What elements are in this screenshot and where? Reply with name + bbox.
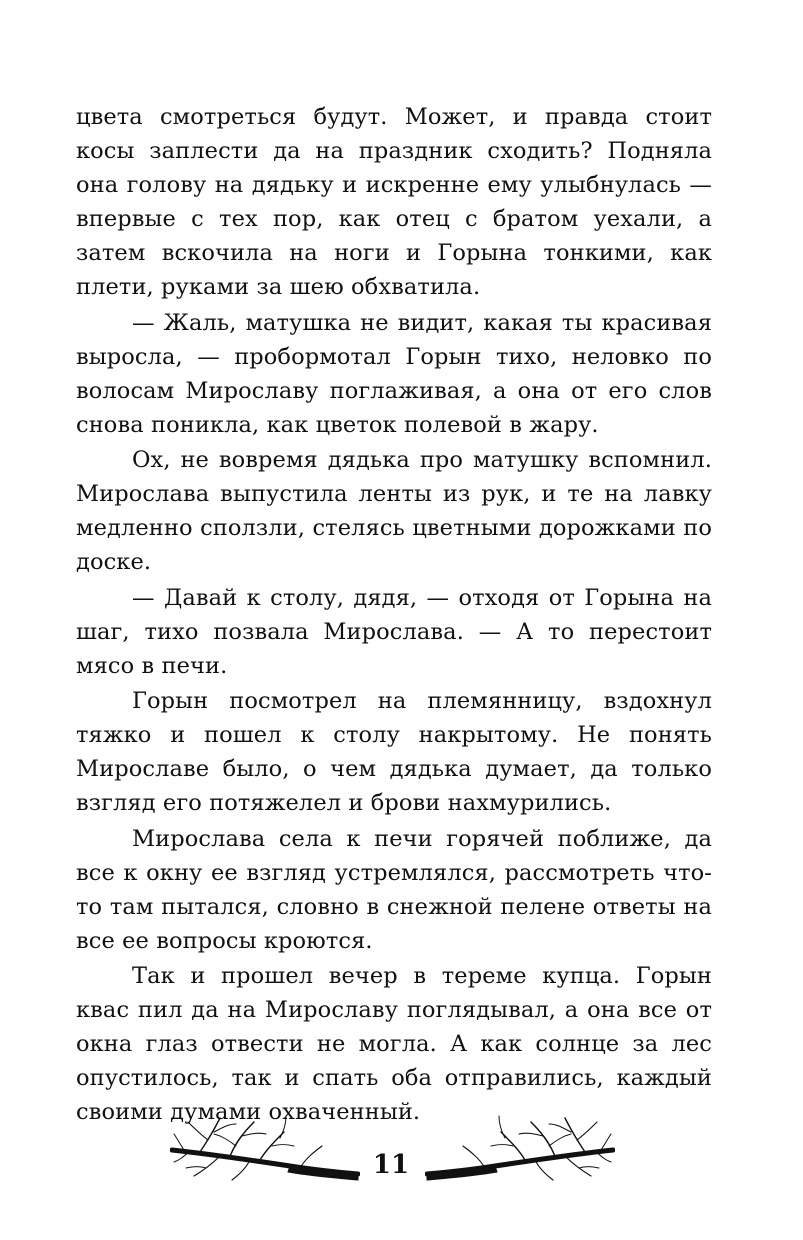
page-number: 11 (372, 1150, 410, 1180)
paragraph-6: Мирослава села к печи горячей поближе, да все к окну ее взгляд устремлялся, рассмотреть что-то там пытался, словно в снежной пелене ответы на все ее вопросы кроются. (76, 825, 712, 954)
paragraph-5: Горын посмотрел на племянницу, вздохнул тяжко и пошел к столу накрытому. Не понять Мирославе было, о чем дядька думает, да только взгляд его потяжелел и брови нахмурились. (76, 688, 712, 816)
left-branch-ornament-icon (170, 1110, 360, 1184)
right-branch-ornament-icon (425, 1110, 615, 1184)
page-footer (0, 1104, 803, 1194)
paragraph-3: Ох, не вовремя дядька про матушку вспомнил. Мирослава выпустила ленты из рук, и те на лавку медленно сползли, стелясь цветными дорожками по доске. (76, 447, 712, 575)
paragraph-7: Так и прошел вечер в тереме купца. Горын квас пил да на Мирославу поглядывал, а она все от окна глаз отвести не могла. А как солнце за лес опустилось, так и спать оба отправились, каждый своими думами охваченный. (76, 963, 712, 1125)
paragraph-2: — Жаль, матушка не видит, какая ты красивая выросла, — пробормотал Горын тихо, неловко по волосам Мирославу поглаживая, а она от его слов снова поникла, как цветок полевой в жару. (76, 309, 712, 438)
body-text (76, 100, 712, 1129)
paragraph-4: — Давай к столу, дядя, — отходя от Горына на шаг, тихо позвала Мирослава. — А то перестоит мясо в печи. (76, 584, 712, 679)
paragraph-1: цвета смотреться будут. Может, и правда стоит косы заплести да на праздник сходить? Подняла она голову на дядьку и искренне ему улыбнулась — впервые с тех пор, как отец с братом уехали, а затем вскочила на ноги и Горына тонкими, как плети, руками за шею обхватила. (76, 104, 712, 300)
